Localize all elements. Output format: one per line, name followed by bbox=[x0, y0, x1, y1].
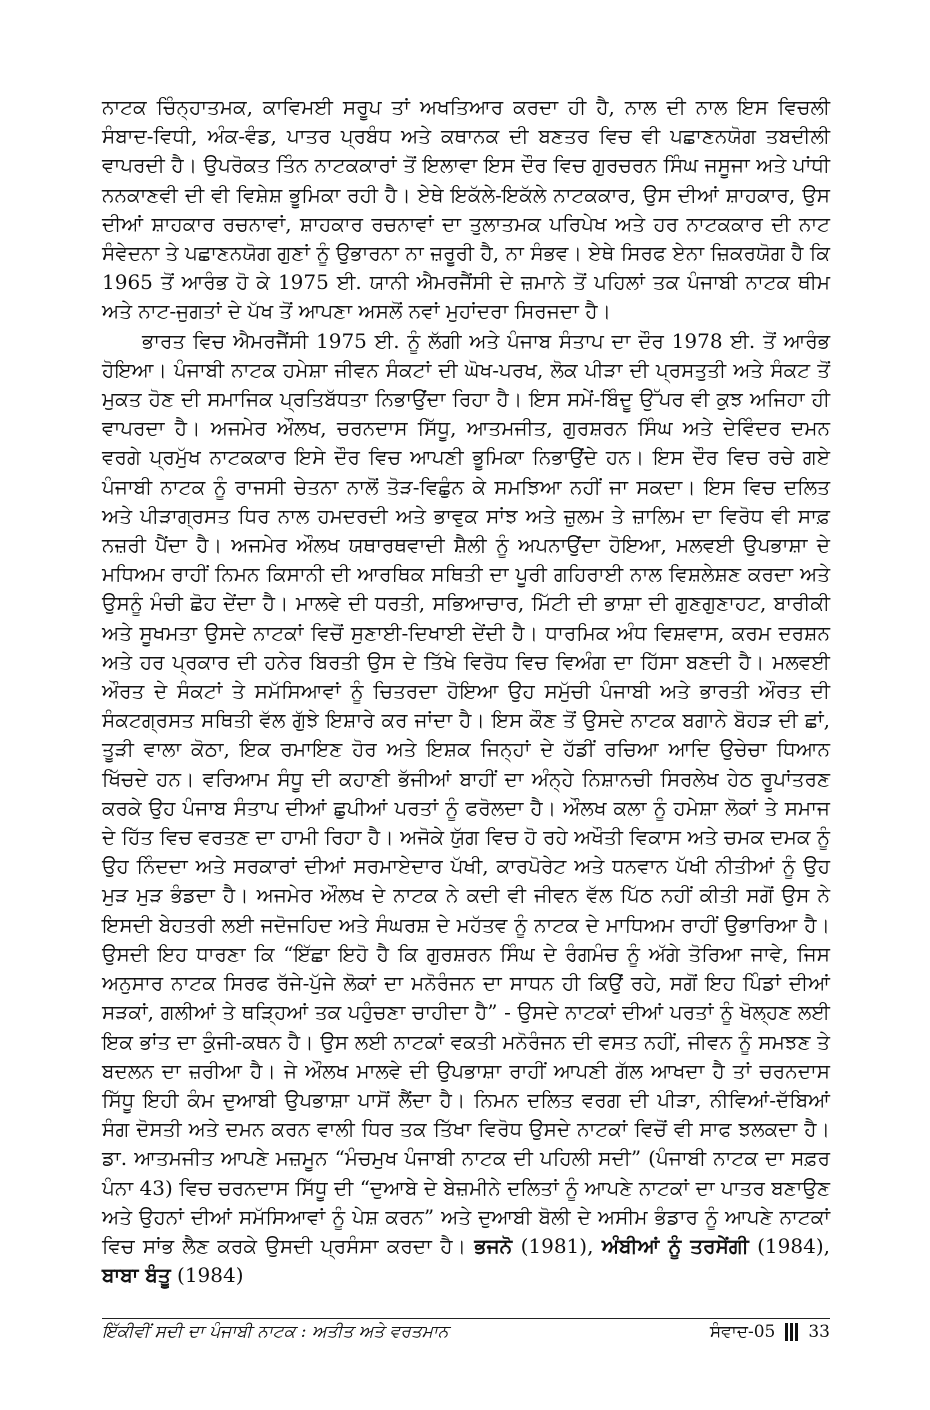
work-title-bhajno: ਭਜਨੋ bbox=[474, 1233, 513, 1258]
body-text bbox=[102, 93, 830, 1290]
work-title-ambiyan: ਅੰਬੀਆਂ ਨੂੰ ਤਰਸੇਂਗੀ bbox=[601, 1233, 749, 1258]
paragraph-2-text: ਭਾਰਤ ਵਿਚ ਐਮਰਜੈਂਸੀ 1975 ਈ. ਨੂੰ ਲੱਗੀ ਅਤੇ ਪੰਜਾਬ ਸੰਤਾਪ ਦਾ ਦੌਰ 1978 ਈ. ਤੋਂ ਆਰੰਭ ਹੋਇਆ। ਪੰਜਾਬੀ ਨਾਟਕ ਹਮੇਸ਼ਾ ਜੀਵਨ ਸੰਕਟਾਂ ਦੀ ਘੋਖ-ਪਰਖ, ਲੋਕ ਪੀੜਾ ਦੀ ਪ੍ਰਸਤੁਤੀ ਅਤੇ ਸੰਕਟ ਤੋਂ ਮੁਕਤ ਹੋਣ ਦੀ ਸਮਾਜਿਕ ਪ੍ਰਤਿਬੱਧਤਾ ਨਿਭਾਉਂਦਾ ਰਿਹਾ ਹੈ। ਇਸ ਸਮੇਂ-ਬਿੰਦੂ ਉੱਪਰ ਵੀ ਕੁਝ ਅਜਿਹਾ ਹੀ ਵਾਪਰਦਾ ਹੈ। ਅਜਮੇਰ ਔਲਖ, ਚਰਨਦਾਸ ਸਿੱਧੂ, ਆਤਮਜੀਤ, ਗੁਰਸ਼ਰਨ ਸਿੰਘ ਅਤੇ ਦੇਵਿੰਦਰ ਦਮਨ ਵਰਗੇ ਪ੍ਰਮੁੱਖ ਨਾਟਕਕਾਰ ਇਸੇ ਦੌਰ ਵਿਚ ਆਪਣੀ ਭੂਮਿਕਾ ਨਿਭਾਉਂਦੇ ਹਨ। ਇਸ ਦੌਰ ਵਿਚ ਰਚੇ ਗਏ ਪੰਜਾਬੀ ਨਾਟਕ ਨੂੰ ਰਾਜਸੀ ਚੇਤਨਾ ਨਾਲੋਂ ਤੋੜ-ਵਿਛੁੰਨ ਕੇ ਸਮਝਿਆ ਨਹੀਂ ਜਾ ਸਕਦਾ। ਇਸ ਵਿਚ ਦਲਿਤ ਅਤੇ ਪੀੜਾਗ੍ਰਸਤ ਧਿਰ ਨਾਲ ਹਮਦਰਦੀ ਅਤੇ ਭਾਵੁਕ ਸਾਂਝ ਅਤੇ ਜ਼ੁਲਮ ਤੇ ਜ਼ਾਲਿਮ ਦਾ ਵਿਰੋਧ ਵੀ ਸਾਫ਼ ਨਜ਼ਰੀ ਪੈਂਦਾ ਹੈ। ਅਜਮੇਰ ਔਲਖ ਯਥਾਰਥਵਾਦੀ ਸ਼ੈਲੀ ਨੂੰ ਅਪਨਾਉਂਦਾ ਹੋਇਆ, ਮਲਵਈ ਉਪਭਾਸ਼ਾ ਦੇ ਮਧਿਅਮ ਰਾਹੀਂ ਨਿਮਨ ਕਿਸਾਨੀ ਦੀ ਆਰਥਿਕ ਸਥਿਤੀ ਦਾ ਪੂਰੀ ਗਹਿਰਾਈ ਨਾਲ ਵਿਸ਼ਲੇਸ਼ਣ ਕਰਦਾ ਅਤੇ ਉਸਨੂੰ ਮੰਚੀ ਛੋਹ ਦੇਂਦਾ ਹੈ। ਮਾਲਵੇ ਦੀ ਧਰਤੀ, ਸਭਿਆਚਾਰ, ਮਿੱਟੀ ਦੀ ਭਾਸ਼ਾ ਦੀ ਗੁਣਗੁਣਾਹਟ, ਬਾਰੀਕੀ ਅਤੇ ਸੂਖਮਤਾ ਉਸਦੇ ਨਾਟਕਾਂ ਵਿਚੋਂ ਸੁਣਾਈ-ਦਿਖਾਈ ਦੇਂਦੀ ਹੈ। ਧਾਰਮਿਕ ਅੰਧ ਵਿਸ਼ਵਾਸ, ਕਰਮ ਦਰਸ਼ਨ ਅਤੇ ਹਰ ਪ੍ਰਕਾਰ ਦੀ ਹਨੇਰ ਬਿਰਤੀ ਉਸ ਦੇ ਤਿੱਖੇ ਵਿਰੋਧ ਵਿਚ ਵਿਅੰਗ ਦਾ ਹਿੱਸਾ ਬਣਦੀ ਹੈ। ਮਲਵਈ ਔਰਤ ਦੇ ਸੰਕਟਾਂ ਤੇ ਸਮੱਸਿਆਵਾਂ ਨੂੰ ਚਿਤਰਦਾ ਹੋਇਆ ਉਹ ਸਮੁੱਚੀ ਪੰਜਾਬੀ ਅਤੇ ਭਾਰਤੀ ਔਰਤ ਦੀ ਸੰਕਟਗ੍ਰਸਤ ਸਥਿਤੀ ਵੱਲ ਗੁੱਝੇ ਇਸ਼ਾਰੇ ਕਰ ਜਾਂਦਾ ਹੈ। ਇਸ ਕੌਣ ਤੋਂ ਉਸਦੇ ਨਾਟਕ ਬਗਾਨੇ ਬੋਹੜ ਦੀ ਛਾਂ, ਤੂੜੀ ਵਾਲਾ ਕੋਠਾ, ਇਕ ਰਮਾਇਣ ਹੋਰ ਅਤੇ ਇਸ਼ਕ ਜਿਨ੍ਹਾਂ ਦੇ ਹੱਡੀਂ ਰਚਿਆ ਆਦਿ ਉਚੇਚਾ ਧਿਆਨ ਖਿੱਚਦੇ ਹਨ। ਵਰਿਆਮ ਸੰਧੂ ਦੀ ਕਹਾਣੀ ਭੱਜੀਆਂ ਬਾਹੀਂ ਦਾ ਅੰਨ੍ਹੇ ਨਿਸ਼ਾਨਚੀ ਸਿਰਲੇਖ ਹੇਠ ਰੂਪਾਂਤਰਣ ਕਰਕੇ ਉਹ ਪੰਜਾਬ ਸੰਤਾਪ ਦੀਆਂ ਛੁਪੀਆਂ ਪਰਤਾਂ ਨੂੰ ਫਰੋਲਦਾ ਹੈ। ਔਲਖ ਕਲਾ ਨੂੰ ਹਮੇਸ਼ਾ ਲੋਕਾਂ ਤੇ ਸਮਾਜ ਦੇ ਹਿੱਤ ਵਿਚ ਵਰਤਣ ਦਾ ਹਾਮੀ ਰਿਹਾ ਹੈ। ਅਜੋਕੇ ਯੁੱਗ ਵਿਚ ਹੋ ਰਹੇ ਅਖੌਤੀ ਵਿਕਾਸ ਅਤੇ ਚਮਕ ਦਮਕ ਨੂੰ ਉਹ ਨਿੰਦਦਾ ਅਤੇ ਸਰਕਾਰਾਂ ਦੀਆਂ ਸਰਮਾਏਦਾਰ ਪੱਖੀ, ਕਾਰਪੋਰੇਟ ਅਤੇ ਧਨਵਾਨ ਪੱਖੀ ਨੀਤੀਆਂ ਨੂੰ ਉਹ ਮੁੜ ਮੁੜ ਭੰਡਦਾ ਹੈ। ਅਜਮੇਰ ਔਲਖ ਦੇ ਨਾਟਕ ਨੇ ਕਦੀ ਵੀ ਜੀਵਨ ਵੱਲ ਪਿੱਠ ਨਹੀਂ ਕੀਤੀ ਸਗੋਂ ਉਸ ਨੇ ਇਸਦੀ ਬੇਹਤਰੀ ਲਈ ਜਦੋਜਹਿਦ ਅਤੇ ਸੰਘਰਸ਼ ਦੇ ਮਹੱਤਵ ਨੂੰ ਨਾਟਕ ਦੇ ਮਾਧਿਅਮ ਰਾਹੀਂ ਉਭਾਰਿਆ ਹੈ। ਉਸਦੀ ਇਹ ਧਾਰਣਾ ਕਿ “ਇੱਛਾ ਇਹੋ ਹੈ ਕਿ ਗੁਰਸ਼ਰਨ ਸਿੰਘ ਦੇ ਰੰਗਮੰਚ ਨੂੰ ਅੱਗੇ ਤੋਰਿਆ ਜਾਵੇ, ਜਿਸ ਅਨੁਸਾਰ ਨਾਟਕ ਸਿਰਫ ਰੱਜੇ-ਪੁੱਜੇ ਲੋਕਾਂ ਦਾ ਮਨੋਰੰਜਨ ਦਾ ਸਾਧਨ ਹੀ ਕਿਉਂ ਰਹੇ, ਸਗੋਂ ਇਹ ਪਿੰਡਾਂ ਦੀਆਂ ਸੜਕਾਂ, ਗਲੀਆਂ ਤੇ ਥੜ੍ਹਿਆਂ ਤਕ ਪਹੁੰਚਣਾ ਚਾਹੀਦਾ ਹੈ” - ਉਸਦੇ ਨਾਟਕਾਂ ਦੀਆਂ ਪਰਤਾਂ ਨੂੰ ਖੋਲ੍ਹਣ ਲਈ ਇਕ ਭਾਂਤ ਦਾ ਕੁੰਜੀ-ਕਥਨ ਹੈ। ਉਸ ਲਈ ਨਾਟਕਾਂ ਵਕਤੀ ਮਨੋਰੰਜਨ ਦੀ ਵਸਤ ਨਹੀਂ, ਜੀਵਨ ਨੂੰ ਸਮਝਣ ਤੇ ਬਦਲਨ ਦਾ ਜ਼ਰੀਆ ਹੈ। ਜੇ ਔਲਖ ਮਾਲਵੇ ਦੀ ਉਪਭਾਸ਼ਾ ਰਾਹੀਂ ਆਪਣੀ ਗੱਲ ਆਖਦਾ ਹੈ ਤਾਂ ਚਰਨਦਾਸ ਸਿੱਧੂ ਇਹੀ ਕੰਮ ਦੁਆਬੀ ਉਪਭਾਸ਼ਾ ਪਾਸੋਂ ਲੈਂਦਾ ਹੈ। ਨਿਮਨ ਦਲਿਤ ਵਰਗ ਦੀ ਪੀੜਾ, ਨੀਵਿਆਂ-ਦੱਬਿਆਂ ਸੰਗ ਦੋਸਤੀ ਅਤੇ ਦਮਨ ਕਰਨ ਵਾਲੀ ਧਿਰ ਤਕ ਤਿੱਖਾ ਵਿਰੋਧ ਉਸਦੇ ਨਾਟਕਾਂ ਵਿਚੋਂ ਵੀ ਸਾਫ ਝਲਕਦਾ ਹੈ। ਡਾ. ਆਤਮਜੀਤ ਆਪਣੇ ਮਜ਼ਮੂਨ “ਮੰਚਮੁਖ ਪੰਜਾਬੀ ਨਾਟਕ ਦੀ ਪਹਿਲੀ ਸਦੀ” (ਪੰਜਾਬੀ ਨਾਟਕ ਦਾ ਸਫ਼ਰ ਪੰਨਾ 43) ਵਿਚ ਚਰਨਦਾਸ ਸਿੱਧੂ ਦੀ “ਦੁਆਬੇ ਦੇ ਬੇਜ਼ਮੀਨੇ ਦਲਿਤਾਂ ਨੂੰ ਆਪਣੇ ਨਾਟਕਾਂ ਦਾ ਪਾਤਰ ਬਣਾਉਣ ਅਤੇ ਉਹਨਾਂ ਦੀਆਂ ਸਮੱਸਿਆਵਾਂ ਨੂੰ ਪੇਸ਼ ਕਰਨ” ਅਤੇ ਦੁਆਬੀ ਬੋਲੀ ਦੇ ਅਸੀਮ ਭੰਡਾਰ ਨੂੰ ਆਪਣੇ ਨਾਟਕਾਂ ਵਿਚ ਸਾਂਭ ਲੈਣ ਕਰਕੇ ਉਸਦੀ ਪ੍ਰਸੰਸਾ ਕਰਦਾ ਹੈ। bbox=[102, 328, 830, 1258]
paragraph-2 bbox=[102, 327, 830, 1291]
year-1981: (1981), bbox=[520, 1233, 594, 1258]
year-1984-a: (1984), bbox=[757, 1233, 830, 1258]
vertical-bars-icon bbox=[785, 1323, 798, 1341]
work-title-baba-bantu: ਬਾਬਾ ਬੰਤੂ bbox=[102, 1263, 171, 1288]
year-1984-b: (1984) bbox=[177, 1263, 244, 1288]
paragraph-1: ਨਾਟਕ ਚਿੰਨ੍ਹਾਤਮਕ, ਕਾਵਿਮਈ ਸਰੂਪ ਤਾਂ ਅਖਤਿਆਰ ਕਰਦਾ ਹੀ ਹੈ, ਨਾਲ ਦੀ ਨਾਲ ਇਸ ਵਿਚਲੀ ਸੰਬਾਦ-ਵਿਧੀ, ਅੰਕ-ਵੰਡ, ਪਾਤਰ ਪ੍ਰਬੰਧ ਅਤੇ ਕਥਾਨਕ ਦੀ ਬਣਤਰ ਵਿਚ ਵੀ ਪਛਾਣਨਯੋਗ ਤਬਦੀਲੀ ਵਾਪਰਦੀ ਹੈ। ਉਪਰੋਕਤ ਤਿੰਨ ਨਾਟਕਕਾਰਾਂ ਤੋਂ ਇਲਾਵਾ ਇਸ ਦੌਰ ਵਿਚ ਗੁਰਚਰਨ ਸਿੰਘ ਜਸੂਜਾ ਅਤੇ ਪਾਂਧੀ ਨਨਕਾਣਵੀ ਦੀ ਵੀ ਵਿਸ਼ੇਸ਼ ਭੂਮਿਕਾ ਰਹੀ ਹੈ। ਏਥੇ ਇਕੱਲੇ-ਇਕੱਲੇ ਨਾਟਕਕਾਰ, ਉਸ ਦੀਆਂ ਸ਼ਾਹਕਾਰ, ਉਸ ਦੀਆਂ ਸ਼ਾਹਕਾਰ ਰਚਨਾਵਾਂ, ਸ਼ਾਹਕਾਰ ਰਚਨਾਵਾਂ ਦਾ ਤੁਲਾਤਮਕ ਪਰਿਪੇਖ ਅਤੇ ਹਰ ਨਾਟਕਕਾਰ ਦੀ ਨਾਟ ਸੰਵੇਦਨਾ ਤੇ ਪਛਾਣਨਯੋਗ ਗੁਣਾਂ ਨੂੰ ਉਭਾਰਨਾ ਨਾ ਜ਼ਰੂਰੀ ਹੈ, ਨਾ ਸੰਭਵ। ਏਥੇ ਸਿਰਫ ਏਨਾ ਜ਼ਿਕਰਯੋਗ ਹੈ ਕਿ 1965 ਤੋਂ ਆਰੰਭ ਹੋ ਕੇ 1975 ਈ. ਯਾਨੀ ਐਮਰਜੈਂਸੀ ਦੇ ਜ਼ਮਾਨੇ ਤੋਂ ਪਹਿਲਾਂ ਤਕ ਪੰਜਾਬੀ ਨਾਟਕ ਥੀਮ ਅਤੇ ਨਾਟ-ਜੁਗਤਾਂ ਦੇ ਪੱਖ ਤੋਂ ਆਪਣਾ ਅਸਲੋਂ ਨਵਾਂ ਮੁਹਾਂਦਰਾ ਸਿਰਜਦਾ ਹੈ। bbox=[102, 95, 830, 324]
page-number: 33 bbox=[808, 1322, 830, 1342]
issue-label: ਸੰਵਾਦ-05 bbox=[709, 1322, 776, 1342]
footer-right bbox=[710, 1322, 830, 1342]
footer-rule bbox=[102, 1318, 830, 1319]
running-footer-title: ਇੱਕੀਵੀਂ ਸਦੀ ਦਾ ਪੰਜਾਬੀ ਨਾਟਕ : ਅਤੀਤ ਅਤੇ ਵਰਤਮਾਨ bbox=[102, 1322, 449, 1342]
